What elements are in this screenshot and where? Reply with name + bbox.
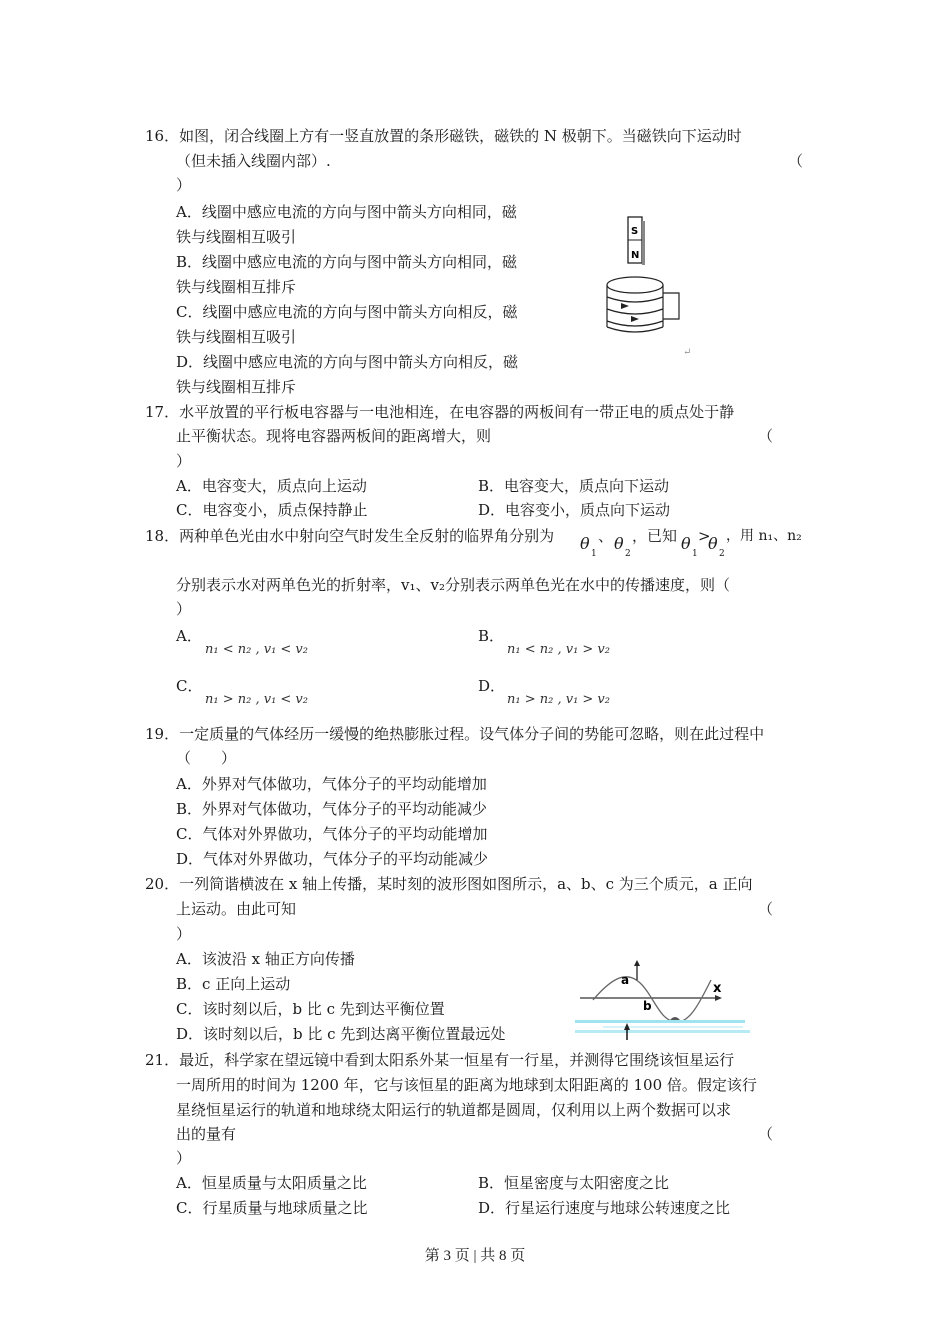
q16-paren-open: （ (788, 152, 804, 170)
q18-option-c-expr: n₁ > n₂ , v₁ < v₂ (205, 692, 308, 707)
q20-option-a: A．该波沿 x 轴正方向传播 (176, 950, 355, 968)
q16-option-a-line2: 铁与线圈相互吸引 (176, 228, 297, 246)
magnet-coil-figure (595, 215, 695, 365)
q18-paren-close: ） (176, 600, 192, 618)
q16-stem-line1: 16．如图，闭合线圈上方有一竖直放置的条形磁铁，磁铁的 N 极朝下。当磁铁向下运动时 (145, 127, 742, 145)
magnet-n-pole: N (631, 250, 640, 261)
q18-known-theta1-sub: 1 (692, 549, 698, 559)
q18-option-a-label: A． (176, 627, 202, 645)
wave-figure (575, 960, 750, 1060)
q18-theta1: θ (580, 534, 590, 553)
q18-stem-line1a: 18．两种单色光由水中射向空气时发生全反射的临界角分别为 (145, 527, 555, 545)
q21-option-a: A．恒星质量与太阳质量之比 (176, 1174, 367, 1192)
q17-option-d: D．电容变小，质点向下运动 (478, 501, 671, 519)
q17-stem-line1: 17．水平放置的平行板电容器与一电池相连，在电容器的两板间有一带正电的质点处于静 (145, 403, 735, 421)
q18-option-d-expr: n₁ > n₂ , v₁ > v₂ (507, 692, 610, 707)
q21-stem-line4: 出的量有 (176, 1125, 237, 1143)
q21-stem-line3: 星绕恒星运行的轨道和地球绕太阳运行的轨道都是圆周，仅利用以上两个数据可以求 (176, 1101, 732, 1119)
q17-option-c: C．电容变小，质点保持静止 (176, 501, 368, 519)
q19-stem-line2: （ ） (176, 749, 237, 767)
q20-option-d: D．该时刻以后，b 比 c 先到达离平衡位置最远处 (176, 1025, 506, 1043)
q16-option-a-line1: A．线圈中感应电流的方向与图中箭头方向相同，磁 (176, 203, 517, 221)
q19-option-b: B．外界对气体做功，气体分子的平均动能减少 (176, 800, 488, 818)
q21-option-b: B．恒星密度与太阳密度之比 (478, 1174, 670, 1192)
q18-gt-sign: > (698, 527, 711, 545)
page-footer: 第 3 页 | 共 8 页 (424, 1248, 526, 1264)
wave-curve (593, 977, 711, 1022)
q18-option-c-label: C． (176, 677, 203, 695)
q21-stem-line1: 21．最近，科学家在望远镜中看到太阳系外某一恒星有一行星，并测得它围绕该恒星运行 (145, 1051, 735, 1069)
q18-option-b-label: B． (478, 627, 505, 645)
q19-option-d: D．气体对外界做功，气体分子的平均动能减少 (176, 850, 489, 868)
q18-option-b-expr: n₁ < n₂ , v₁ > v₂ (507, 642, 610, 657)
current-arrow-icon (631, 316, 639, 322)
q18-stem-line1b: ，已知 (632, 527, 678, 545)
q18-stem-line2: 分别表示水对两单色光的折射率，v₁、v₂分别表示两单色光在水中的传播速度，则（ (176, 576, 730, 594)
q20-option-b: B．c 正向上运动 (176, 975, 291, 993)
q20-paren-open: （ (758, 900, 774, 918)
a-up-arrow-icon (634, 960, 640, 966)
q19-option-c: C．气体对外界做功，气体分子的平均动能增加 (176, 825, 488, 843)
q18-theta2-sub: 2 (625, 549, 631, 559)
return-mark: ↵ (683, 347, 692, 358)
q17-option-b: B．电容变大，质点向下运动 (478, 477, 670, 495)
label-a: a (621, 973, 630, 987)
magnet-s-pole: S (631, 226, 639, 237)
q19-stem-line1: 19．一定质量的气体经历一缓慢的绝热膨胀过程。设气体分子间的势能可忽略，则在此过程中 (145, 725, 765, 743)
q18-theta2: θ (614, 534, 624, 553)
q17-paren-open: （ (758, 427, 774, 445)
q18-known-theta1: θ (681, 534, 691, 553)
q18-stem-line1c: ，用 n₁、n₂ (726, 528, 802, 544)
q16-option-c-line1: C．线圈中感应电流的方向与图中箭头方向相反，磁 (176, 303, 518, 321)
q20-stem-line1: 20．一列简谐横波在 x 轴上传播，某时刻的波形图如图所示，a、b、c 为三个质元，a 正向 (145, 875, 753, 893)
q20-option-c: C．该时刻以后，b 比 c 先到达平衡位置 (176, 1000, 445, 1018)
q21-paren-close: ） (176, 1149, 192, 1167)
q17-stem-line2: 止平衡状态。现将电容器两板间的距离增大，则 (176, 427, 492, 445)
coil (607, 277, 679, 332)
q18-known-theta2-sub: 2 (719, 549, 725, 559)
q16-stem-line2: （但未插入线圈内部）. (176, 152, 331, 170)
q18-theta1-sub: 1 (591, 549, 597, 559)
q18-option-d-label: D． (478, 677, 506, 695)
q20-paren-close: ） (176, 925, 192, 943)
q16-paren-close: ） (176, 176, 192, 194)
q21-option-c: C．行星质量与地球质量之比 (176, 1199, 368, 1217)
current-arrow-icon (621, 303, 629, 309)
q16-option-d-line2: 铁与线圈相互排斥 (176, 378, 297, 396)
q19-option-a: A．外界对气体做功，气体分子的平均动能增加 (176, 775, 487, 793)
q16-option-d-line1: D．线圈中感应电流的方向与图中箭头方向相反，磁 (176, 353, 519, 371)
q21-option-d: D．行星运行速度与地球公转速度之比 (478, 1199, 731, 1217)
q20-stem-line2: 上运动。由此可知 (176, 900, 297, 918)
q18-known-theta2: θ (708, 534, 718, 553)
q18-sep: 、 (598, 527, 614, 545)
q16-option-c-line2: 铁与线圈相互吸引 (176, 328, 297, 346)
q16-option-b-line2: 铁与线圈相互排斥 (176, 278, 297, 296)
q18-option-a-expr: n₁ < n₂ , v₁ < v₂ (205, 642, 308, 657)
q21-paren-open: （ (758, 1125, 774, 1143)
q17-paren-close: ） (176, 452, 192, 470)
x-axis-label: x (713, 981, 722, 996)
label-b: b (643, 999, 652, 1013)
q17-option-a: A．电容变大，质点向上运动 (176, 477, 367, 495)
q21-stem-line2: 一周所用的时间为 1200 年，它与该恒星的距离为地球到太阳距离的 100 倍。假定该行 (176, 1076, 757, 1094)
q16-option-b-line1: B．线圈中感应电流的方向与图中箭头方向相同，磁 (176, 253, 518, 271)
